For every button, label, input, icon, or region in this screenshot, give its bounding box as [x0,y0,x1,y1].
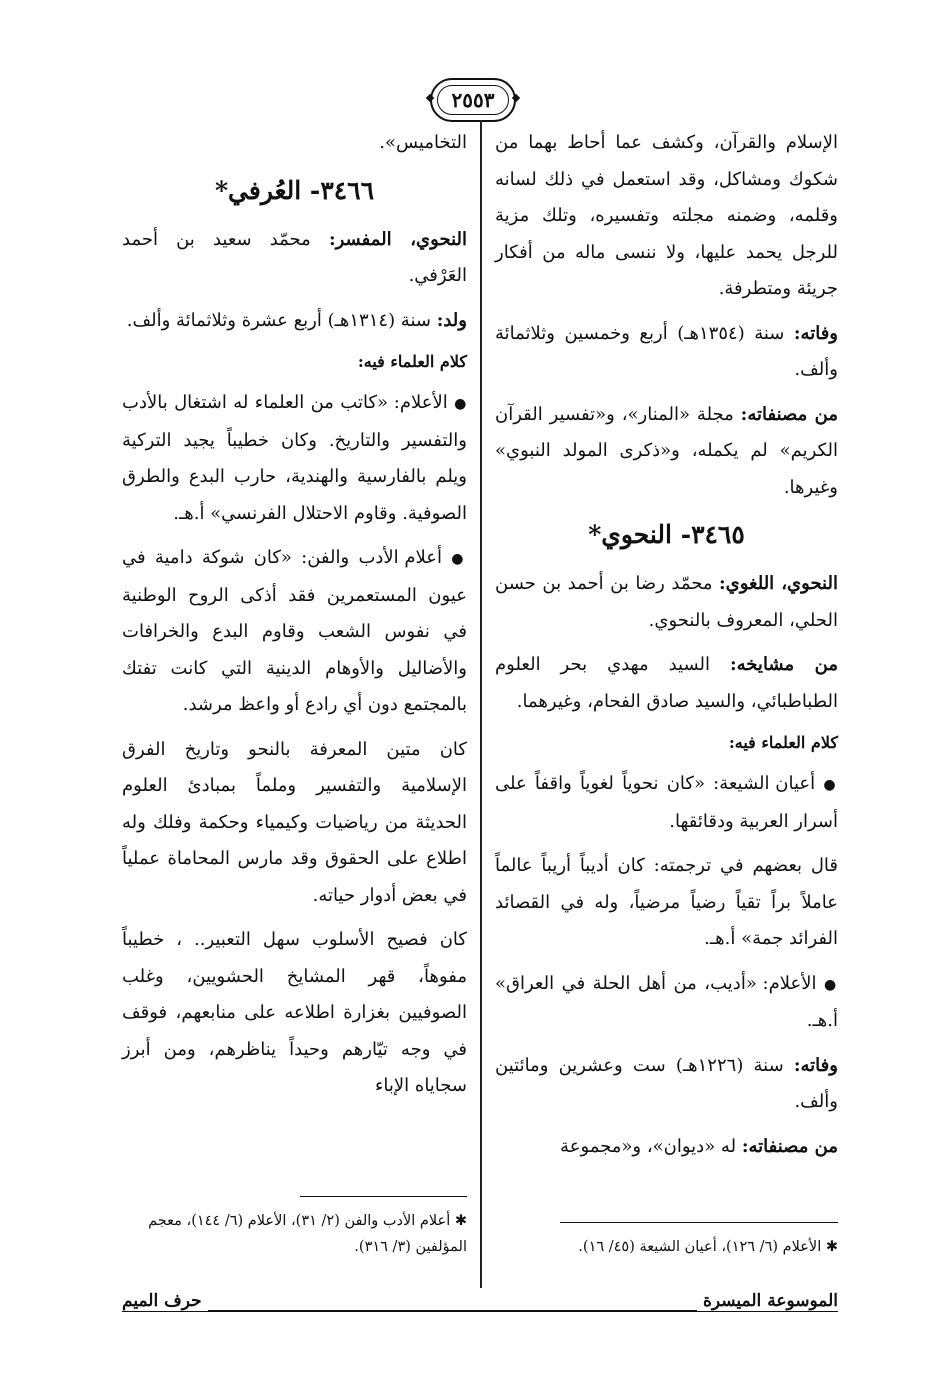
death-paragraph [495,1048,838,1121]
death-label: وفاته: [793,1054,838,1076]
works-paragraph [495,1129,838,1166]
body-paragraph: كان فصيح الأسلوب سهل التعبير.. ، خطيباً مفوهاً، قهر المشايخ الحشويين، وغلب الصوفيين بغزارة اطلاعه على منابعهم، فوقف في وجه تيّارهم وحيداً يناظرهم، ومن أبرز سجاياه الإباء [122,929,467,1096]
bullet-icon: ● [823,777,838,793]
quote-text: أعلام الأدب والفن: «كان شوكة دامية في عيون المستعمرين فقد أذكى الروح الوطنية في نفوس الشعب وقاوم البدع والخرافات والأضاليل والأوهام الدينية التي كانت تفتك بالمجتمع دون أي رادع أو واعظ مرشد. [122,547,467,715]
intro-paragraph: الإسلام والقرآن، وكشف عما أحاط بهما من شكوك ومشاكل، وقد استعمل في ذلك لسانه وقلمه، وضمنه مجلته وتفسيره، وتلك مزية للرجل يحمد عليها، ولا ننسى ماله من أفكار جريئة ومتطرفة. [495,132,838,299]
page-number: ٢٥٥٣ [451,88,495,112]
birth-paragraph [122,303,467,340]
footnote-star-icon: ✱ [821,1239,838,1255]
death-text: سنة (١٣٥٤هـ) أربع وخمسين وثلاثمائة وألف. [495,322,838,380]
bullet-icon: ● [454,396,467,412]
teachers-paragraph [495,647,838,720]
death-text: سنة (١٢٢٦هـ) ست وعشرين ومائتين وألف. [495,1054,838,1112]
column-divider [480,120,482,1288]
quote-paragraph: قال بعضهم في ترجمته: كان أديباً أريباً عالماً عاملاً براً تقياً رضياً مرضياً، وله في القصائد الفرائد جمة» أ.هـ. [495,855,838,949]
works-text: مجلة «المنار»، و«تفسير القرآن الكريم» لم يكمله، و«ذكرى المولد النبوي» وغيرها. [495,403,838,498]
works-text: له «ديوان»، و«مجموعة [560,1135,737,1157]
scholars-heading: كلام العلماء فيه: [728,733,838,752]
works-paragraph [495,397,838,507]
footnote-rule [300,1196,467,1197]
birth-label: ولد: [436,309,467,331]
teachers-label: من مشايخه: [730,654,839,675]
entry-name-label: النحوي، المفسر: [328,228,467,250]
footer-encyclopedia-title: الموسوعة الميسرة [697,1291,838,1311]
footnote-text: الأعلام (٦/ ١٢٦)، أعيان الشيعة (٤٥/ ١٦). [578,1239,822,1255]
quote-text: الأعلام: «كاتب من العلماء له اشتغال بالأدب والتفسير والتاريخ. وكان خطيباً يجيد التركية ويلم بالفارسية والهندية، حارب البدع والطرق الصوفية. وقاوم الاحتلال الفرنسي» أ.هـ. [122,392,467,524]
entry-name-text: محمّد رضا بن أحمد بن حسن الحلي، المعروف بالنحوي. [495,573,838,631]
entry-name-text: محمّد سعيد بن أحمد العَرْفي. [122,228,467,286]
footnote-star-icon: ✱ [450,1213,467,1229]
footnote-left [122,1208,467,1260]
works-label: من مصنفاته: [741,1135,838,1157]
bullet-icon: ● [451,551,467,567]
body-paragraph: كان متين المعرفة بالنحو وتاريخ الفرق الإسلامية والتفسير وملماً بمبادئ العلوم الحديثة من رياضيات وكيمياء وحكمة وفلك وله اطلاع على الحقوق وقد مارس المحاماة عملياً في بعض أدوار حياته. [122,738,467,906]
bullet-icon: ● [824,976,838,993]
works-label: من مصنفاته: [740,403,839,425]
death-label: وفاته: [793,322,838,344]
entry-title-3465: ٣٤٦٥- النحوي* [588,520,745,549]
footnote-right [495,1234,838,1260]
quote-paragraph [495,966,838,1040]
quote-text: أعيان الشيعة: «كان نحوياً لغوياً واقفاً على أسرار العربية ودقائقها. [495,773,838,832]
footnote-rule [560,1222,838,1223]
left-column [122,125,467,1113]
birth-text: سنة (١٣١٤هـ) أربع عشرة وثلاثمائة وألف. [126,309,431,331]
quote-paragraph [122,385,467,532]
quote-paragraph [495,766,838,840]
quote-paragraph [122,540,467,724]
footnote-text: أعلام الأدب والفن (٢/ ٣١)، الأعلام (٦/ ١٤٤)، معجم المؤلفين (٣/ ٣١٦). [148,1213,467,1255]
quote-text: الأعلام: «أديب، من أهل الحلة في العراق» أ.هـ. [495,972,838,1031]
entry-name-paragraph [495,566,838,639]
footer-letter-section: حرف الميم [122,1291,208,1311]
entry-title-3466: ٣٤٦٦- العُرفي* [214,175,375,205]
entry-name-paragraph [122,222,467,295]
continuation-text: التخاميس». [379,132,467,153]
scholars-heading: كلام العلماء فيه: [357,352,467,371]
page-number-badge [430,78,516,122]
teachers-text: السيد مهدي بحر العلوم الطباطبائي، والسيد صادق الفحام، وغيرهما. [495,654,838,712]
death-paragraph [495,316,838,389]
right-column [495,125,838,1173]
entry-name-label: النحوي، اللغوي: [719,573,838,594]
